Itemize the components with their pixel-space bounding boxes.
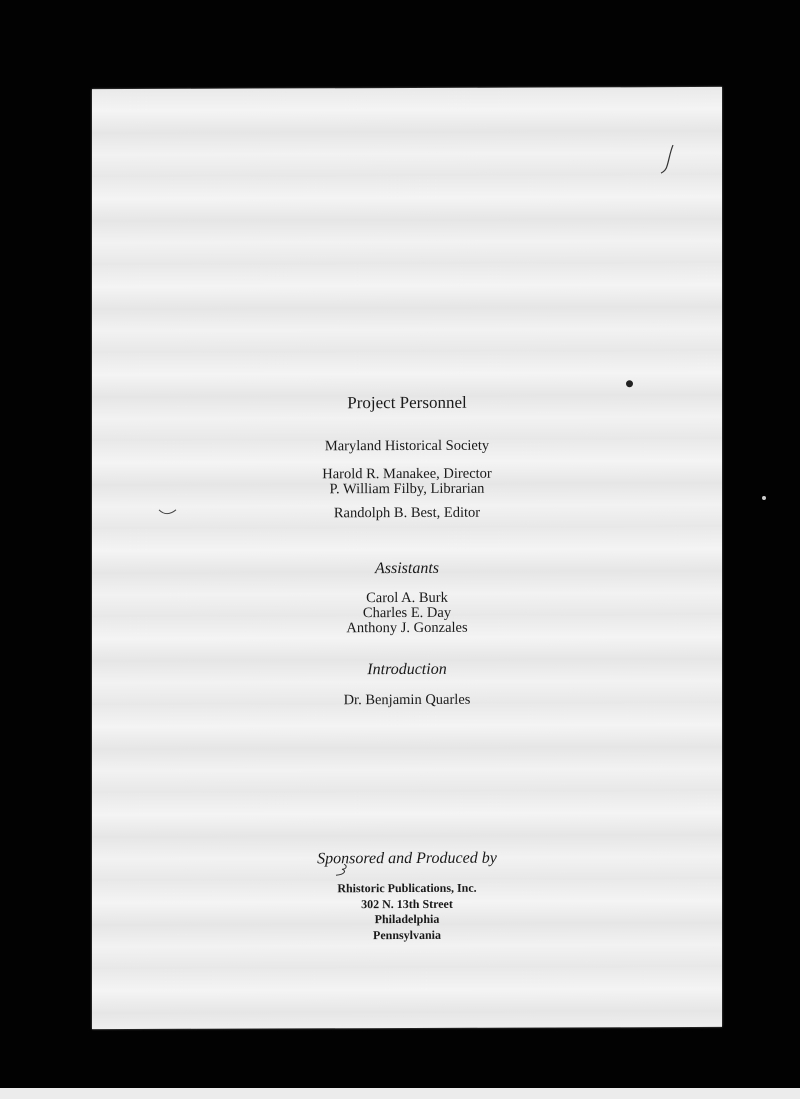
scanner-edge-strip [0,1088,800,1099]
organization-name: Maryland Historical Society [324,437,490,455]
pen-mark-top-right [657,142,677,177]
introduction-heading: Introduction [367,660,447,679]
assistants-heading: Assistants [374,559,439,578]
publisher-city: Philadelphia [374,911,440,927]
page-title: Project Personnel [347,392,467,413]
margin-speck [762,496,766,500]
assistant-name: Charles E. Day [362,604,452,622]
publisher-name: Rhistoric Publications, Inc. [337,880,477,896]
staff-list [92,466,722,498]
assistants-list [92,590,722,637]
assistant-name: Carol A. Burk [366,589,448,607]
staff-editor: Randolph B. Best, Editor [333,504,481,522]
staff-director: Harold R. Manakee, Director [322,465,492,483]
sponsor-heading: Sponsored and Produced by [317,849,497,868]
ink-speck [626,380,633,387]
assistant-name: Anthony J. Gonzales [346,619,468,637]
publisher-state: Pennsylvania [372,927,441,942]
staff-librarian: P. William Filby, Librarian [329,480,485,498]
publisher-address [92,880,722,944]
document-page [92,87,722,1029]
introduction-author: Dr. Benjamin Quarles [343,691,471,709]
publisher-street: 302 N. 13th Street [361,896,453,911]
